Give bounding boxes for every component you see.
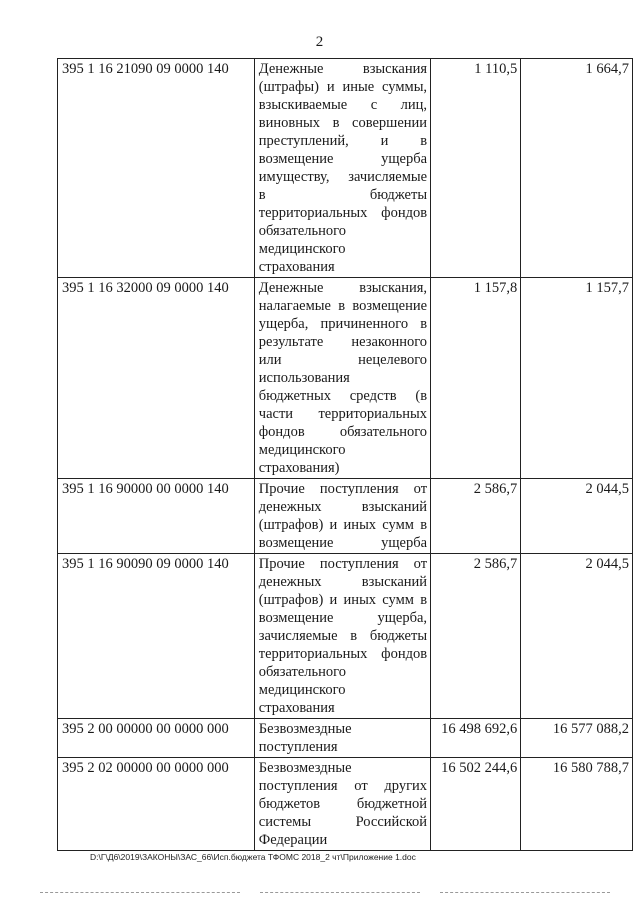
description-line: Денежные взыскания [258, 61, 428, 77]
description-line: бюджетных средств (в [258, 388, 428, 404]
description-line: обязательного [258, 664, 346, 680]
budget-code-cell: 395 1 16 32000 09 0000 140 [58, 278, 255, 479]
description-line: (штрафов) и иных сумм в [258, 517, 428, 533]
file-path-footer: D:\Г\Д6\2019\ЗАКОНЫ\ЗАС_66\Исп.бюджета ТФОМС 2018_2 чт\Приложение 1.doc [90, 852, 416, 862]
budget-code-cell: 395 1 16 21090 09 0000 140 [58, 59, 255, 278]
description-line: медицинского [258, 442, 346, 458]
description-line: возмещение ущерба [258, 151, 428, 167]
value-planned-cell: 16 502 244,6 [431, 758, 521, 851]
description-line: ущерба, причиненного в [258, 316, 428, 332]
description-line: взыскиваемые с лиц, [258, 97, 428, 113]
table-row [58, 479, 633, 554]
table-row [58, 59, 633, 278]
value-executed-cell: 1 664,7 [521, 59, 633, 278]
description-line: Безвозмездные [258, 721, 352, 737]
value-executed-cell: 16 580 788,7 [521, 758, 633, 851]
description-line: Безвозмездные [258, 760, 352, 776]
description-line: системы Российской [258, 814, 428, 830]
description-cell [254, 758, 430, 851]
value-planned-cell: 1 110,5 [431, 59, 521, 278]
description-line: фондов обязательного [258, 424, 428, 440]
description-cell [254, 479, 430, 554]
budget-code-cell: 395 2 00 00000 00 0000 000 [58, 719, 255, 758]
description-line: или нецелевого [258, 352, 428, 368]
bottom-dashed-line [260, 892, 420, 893]
description-line: использования [258, 370, 350, 386]
description-cell [254, 59, 430, 278]
value-executed-cell: 1 157,7 [521, 278, 633, 479]
description-line: налагаемые в возмещение [258, 298, 428, 314]
description-cell [254, 719, 430, 758]
description-line: возмещение ущерба [258, 535, 428, 551]
description-line: поступления от других [258, 778, 428, 794]
description-line: денежных взысканий [258, 574, 428, 590]
description-line: денежных взысканий [258, 499, 428, 515]
budget-table [57, 58, 633, 851]
description-line: результате незаконного [258, 334, 428, 350]
description-line: Прочие поступления от [258, 556, 428, 572]
description-line: бюджетов бюджетной [258, 796, 428, 812]
budget-code-cell: 395 1 16 90000 00 0000 140 [58, 479, 255, 554]
description-line: (штрафы) и иные суммы, [258, 79, 428, 95]
table-row [58, 719, 633, 758]
value-executed-cell: 2 044,5 [521, 554, 633, 719]
budget-code-cell: 395 2 02 00000 00 0000 000 [58, 758, 255, 851]
description-line: территориальных фондов [258, 646, 428, 662]
value-planned-cell: 16 498 692,6 [431, 719, 521, 758]
bottom-dashed-line [440, 892, 610, 893]
description-line: Федерации [258, 832, 328, 848]
description-line: в бюджеты [258, 187, 428, 203]
value-executed-cell: 2 044,5 [521, 479, 633, 554]
page-number: 2 [315, 34, 324, 50]
description-line: страхования [258, 700, 335, 716]
description-line: преступлений, и в [258, 133, 428, 149]
description-line: виновных в совершении [258, 115, 428, 131]
bottom-dashed-line [40, 892, 240, 893]
description-line: страхования [258, 259, 335, 275]
description-cell [254, 278, 430, 479]
description-line: части территориальных [258, 406, 428, 422]
value-executed-cell: 16 577 088,2 [521, 719, 633, 758]
description-line: Прочие поступления от [258, 481, 428, 497]
value-planned-cell: 1 157,8 [431, 278, 521, 479]
description-line: зачисляемые в бюджеты [258, 628, 428, 644]
value-planned-cell: 2 586,7 [431, 479, 521, 554]
description-line: страхования) [258, 460, 340, 476]
description-line: обязательного [258, 223, 346, 239]
description-line: Денежные взыскания, [258, 280, 428, 296]
description-line: поступления [258, 739, 338, 755]
description-line: медицинского [258, 682, 346, 698]
value-planned-cell: 2 586,7 [431, 554, 521, 719]
description-line: (штрафов) и иных сумм в [258, 592, 428, 608]
description-line: медицинского [258, 241, 346, 257]
description-line: имуществу, зачисляемые [258, 169, 428, 185]
description-line: возмещение ущерба, [258, 610, 428, 626]
budget-code-cell: 395 1 16 90090 09 0000 140 [58, 554, 255, 719]
description-line: территориальных фондов [258, 205, 428, 221]
description-cell [254, 554, 430, 719]
table-row [58, 758, 633, 851]
table-row [58, 278, 633, 479]
table-row [58, 554, 633, 719]
